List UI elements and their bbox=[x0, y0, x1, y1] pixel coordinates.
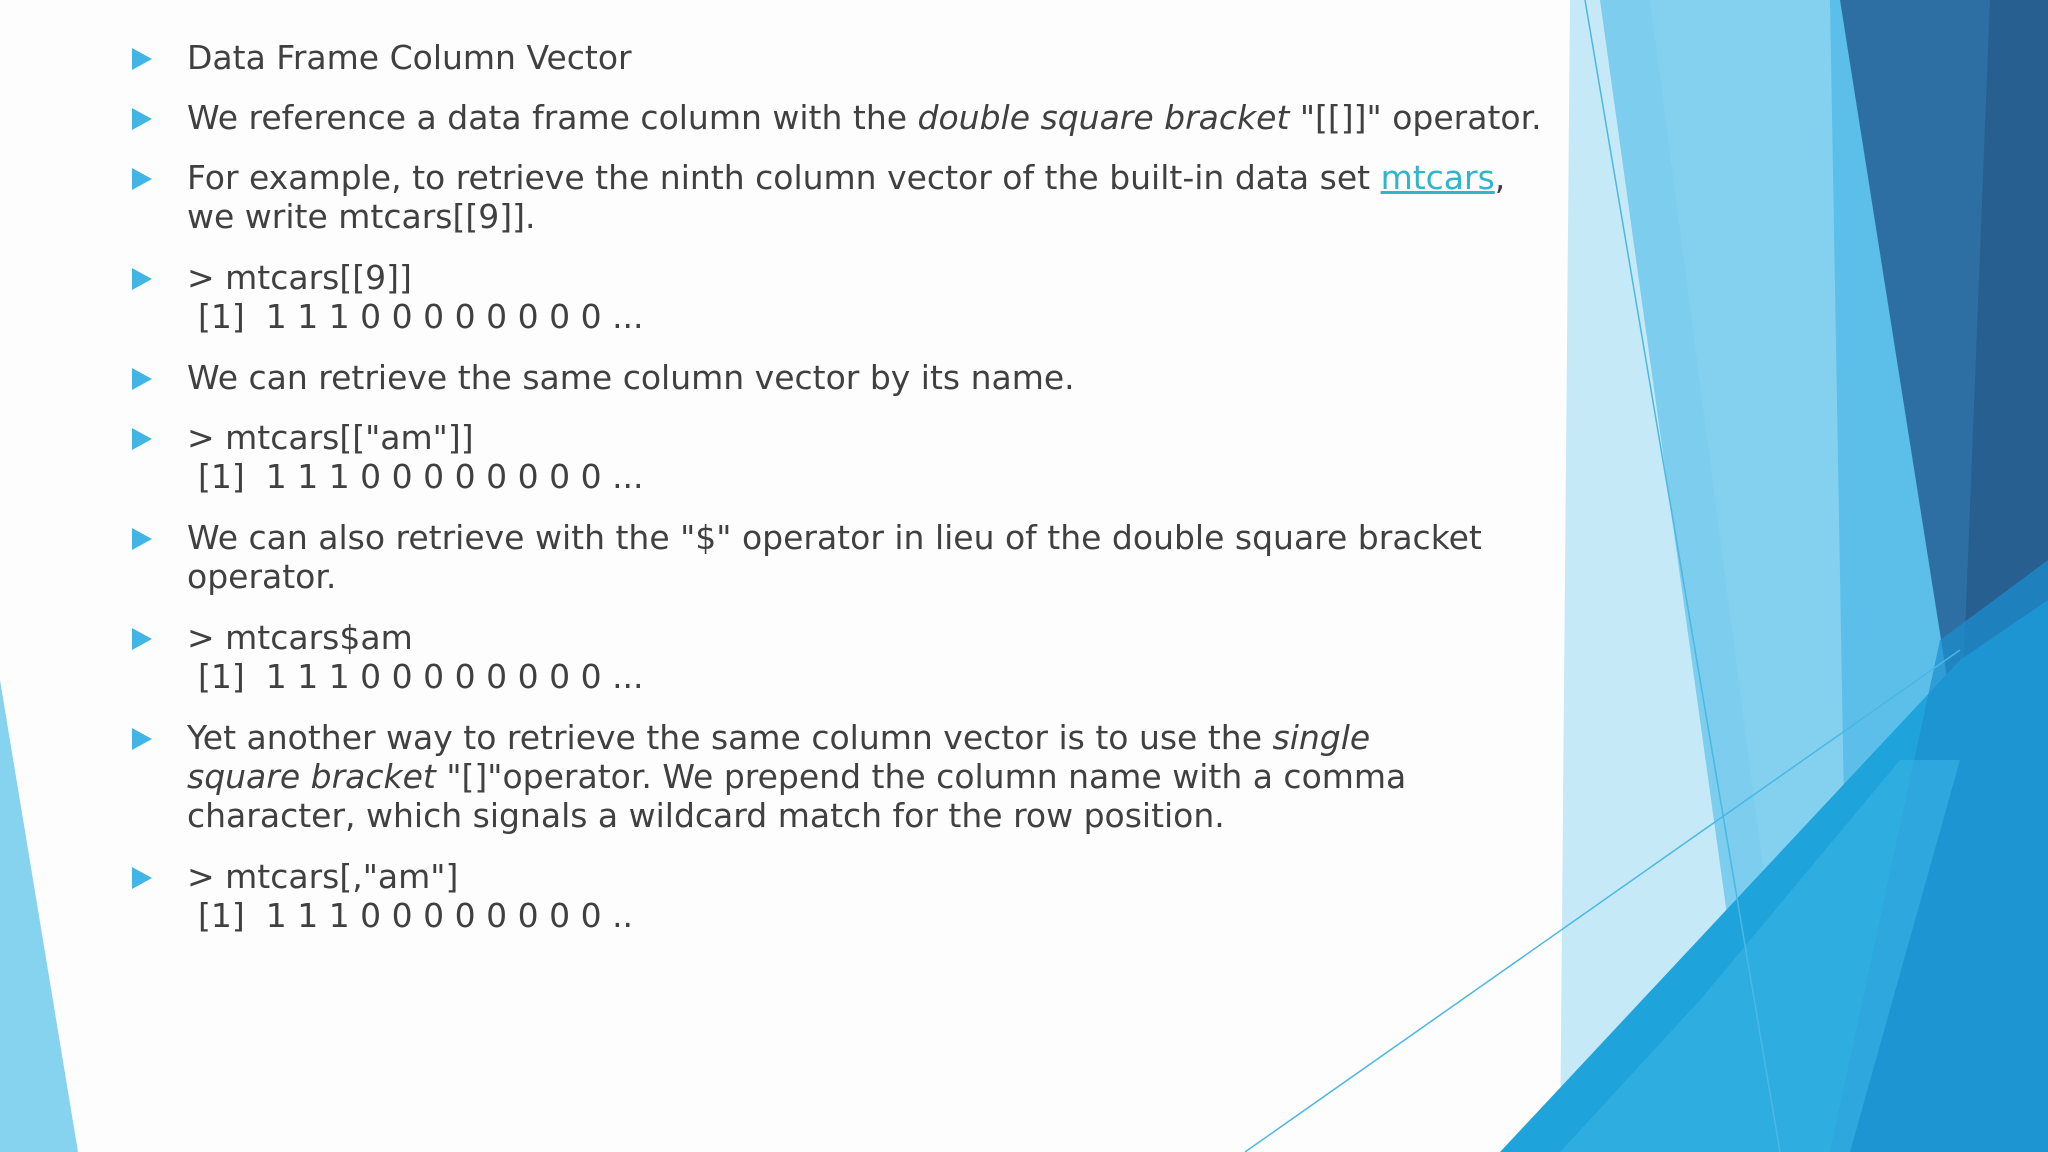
bullet-text bbox=[187, 857, 1547, 935]
bullet-text bbox=[187, 98, 1547, 137]
bullet-line bbox=[187, 98, 1547, 137]
bullet-line bbox=[187, 757, 1547, 796]
code-command: > mtcars$am bbox=[187, 618, 413, 657]
bullet-arrow-icon bbox=[132, 628, 152, 650]
bullet-line: We can retrieve the same column vector by its name. bbox=[187, 358, 1075, 397]
code-output: [1] 1 1 1 0 0 0 0 0 0 0 0 ... bbox=[198, 297, 644, 336]
text-segment: , bbox=[1494, 158, 1506, 197]
text-segment: We reference a data frame column with the bbox=[187, 98, 918, 137]
bullet-arrow-icon bbox=[132, 528, 152, 550]
bullet-arrow-icon bbox=[132, 728, 152, 750]
bullet-line: character, which signals a wildcard match for the row position. bbox=[187, 796, 1225, 835]
code-output: [1] 1 1 1 0 0 0 0 0 0 0 0 .. bbox=[198, 896, 634, 935]
bullet-line bbox=[187, 158, 1547, 197]
text-segment: For example, to retrieve the ninth column vector of the built-in data set bbox=[187, 158, 1381, 197]
bullet-text bbox=[187, 418, 1547, 496]
bullet-line: We can also retrieve with the "$" operator in lieu of the double square bracket bbox=[187, 518, 1482, 557]
code-output: [1] 1 1 1 0 0 0 0 0 0 0 0 ... bbox=[198, 457, 644, 496]
code-output: [1] 1 1 1 0 0 0 0 0 0 0 0 ... bbox=[198, 657, 644, 696]
bullet-arrow-icon bbox=[132, 867, 152, 889]
bullet-text bbox=[187, 518, 1547, 596]
code-command: > mtcars[,"am"] bbox=[187, 857, 459, 896]
italic-term: single bbox=[1272, 718, 1371, 757]
bullet-text bbox=[187, 718, 1547, 835]
bullet-line: operator. bbox=[187, 557, 337, 596]
code-command: > mtcars[[9]] bbox=[187, 258, 412, 297]
text-segment: "[[]]" operator. bbox=[1289, 98, 1542, 137]
bullet-arrow-icon bbox=[132, 168, 152, 190]
italic-term: double square bracket bbox=[917, 98, 1290, 137]
mtcars-link[interactable]: mtcars bbox=[1380, 158, 1495, 197]
code-command: > mtcars[["am"]] bbox=[187, 418, 474, 457]
bullet-line: Data Frame Column Vector bbox=[187, 38, 632, 77]
bullet-text bbox=[187, 618, 1547, 696]
bullet-line bbox=[187, 718, 1547, 757]
italic-term: square bracket bbox=[187, 757, 436, 796]
bullet-line: we write mtcars[[9]]. bbox=[187, 197, 536, 236]
bullet-arrow-icon bbox=[132, 368, 152, 390]
bullet-text bbox=[187, 158, 1547, 236]
bullet-arrow-icon bbox=[132, 108, 152, 130]
bullet-text bbox=[187, 38, 1547, 77]
bullet-arrow-icon bbox=[132, 428, 152, 450]
text-segment: Yet another way to retrieve the same column vector is to use the bbox=[187, 718, 1273, 757]
bullet-text bbox=[187, 358, 1547, 397]
bullet-arrow-icon bbox=[132, 48, 152, 70]
bullet-arrow-icon bbox=[132, 268, 152, 290]
text-segment: "[]"operator. We prepend the column name with a comma bbox=[435, 757, 1407, 796]
bullet-text bbox=[187, 258, 1547, 336]
